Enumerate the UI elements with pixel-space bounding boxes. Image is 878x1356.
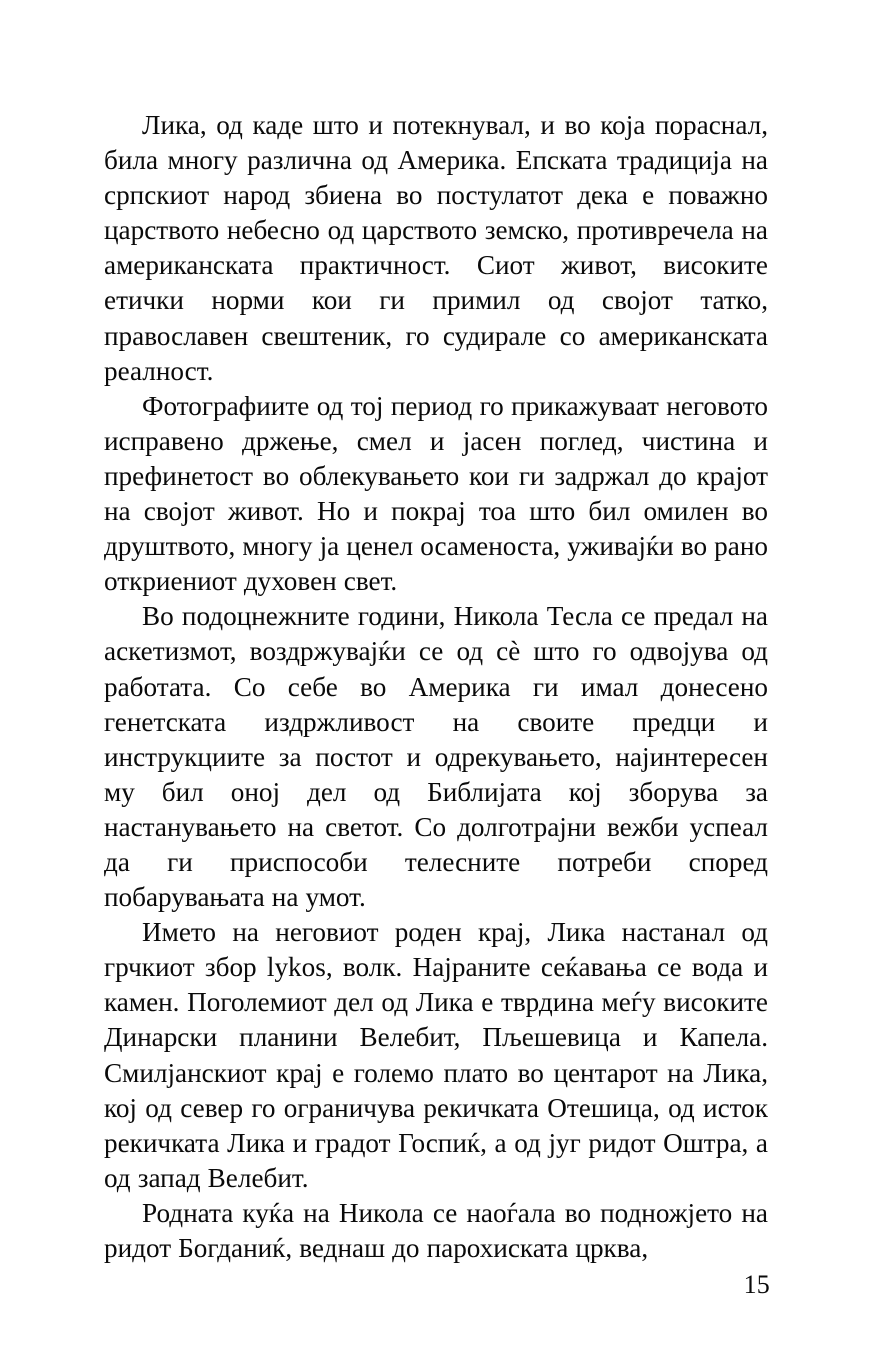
page-number: 15 xyxy=(743,1270,770,1299)
body-paragraph-3: Во подоцнежните години, Никола Тесла се предал на аскетизмот, воздржувајќи се од сè што го одвојува од работата. Со себе во Америка ги имал донесено генетската издржливост на своите предци и инструкциите за постот и одрекувањето, најинтересен му бил оној дел од Библијата кој зборува за настанувањето на светот. Со долготрајни вежби успеал да ги приспособи телесните потреби според побарувањата на умот. xyxy=(104,601,768,913)
paragraph-4-text-after-term: , волк. Најраните сеќавања се вода и камен. Поголемиот дел од Лика е тврдина меѓу високите Динарски планини Велебит, Пљешевица и Капела. Смилјанскиот крај е големо плато во центарот на Лика, кој од север го ограничува рекичката Отешица, од исток рекичката Лика и градот Госпиќ, а од југ ридот Оштра, а од запад Велебит. xyxy=(104,952,769,1193)
greek-loanword-lykos: lykos xyxy=(266,952,326,983)
text-column xyxy=(104,108,768,1266)
body-paragraph-4 xyxy=(104,915,768,1196)
body-paragraph-1: Лика, од каде што и потекнувал, и во која пораснал, била многу различна од Америка. Епската традиција на српскиот народ збиена во постулатот дека е поважно царството небесно од царството земско, противречела на американската практичност. Сиот живот, високите етички норми кои ги примил од својот татко, православен свештеник, го судирале со американската реалност. xyxy=(104,110,768,386)
body-paragraph-5: Родната куќа на Никола се наоѓала во подножјето на ридот Богданиќ, веднаш до парохиската црква, xyxy=(104,1197,768,1263)
body-paragraph-2: Фотографиите од тој период го прикажуваат неговото исправено држење, смел и јасен поглед, чистина и префинетост во облекувањето кои ги задржал до крајот на својот живот. Но и покрај тоа што бил омилен во друштвото, многу ја ценел осаменоста, уживајќи во рано откриениот духовен свет. xyxy=(104,390,768,597)
paragraph-4-text-before-term: Името на неговиот роден крај, Лика настанал од грчкиот збор xyxy=(104,917,768,983)
